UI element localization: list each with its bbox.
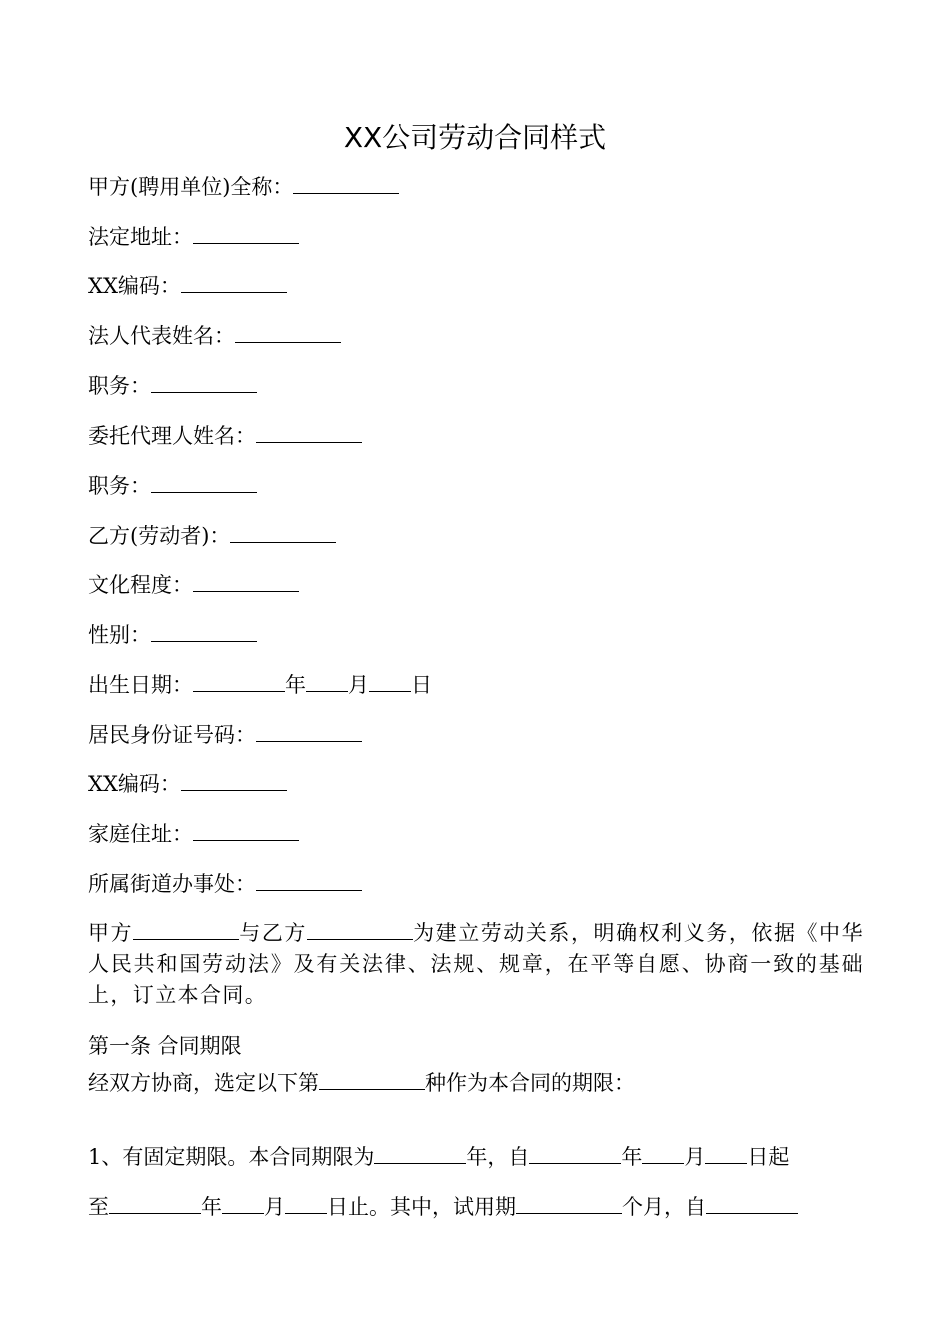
field-label: XX编码： [88,274,181,298]
intro-text: 甲方 [88,921,134,945]
blank-line[interactable] [181,272,287,293]
document-title: XX公司劳动合同样式 [343,121,607,154]
blank-line[interactable] [235,322,341,343]
field-label: 职务： [88,374,151,398]
field-label: 法定地址： [88,225,193,249]
blank-line[interactable] [369,671,411,692]
blank-line[interactable] [193,820,299,841]
blank-line[interactable] [306,671,348,692]
day-label: 日 [411,673,432,697]
blank-line[interactable] [374,1143,466,1164]
item-text: 日起 [747,1145,790,1169]
field-label: 家庭住址： [88,822,193,846]
field-label: 出生日期： [88,673,193,697]
intro-text: 与乙方 [239,921,307,945]
choice-text: 经双方协商，选定以下第 [88,1071,319,1095]
blank-line[interactable] [516,1193,622,1214]
field-education [88,570,299,600]
blank-line[interactable] [256,422,362,443]
field-label: 居民身份证号码： [88,723,256,747]
blank-line[interactable] [319,1069,425,1090]
field-code-b [88,769,287,799]
blank-line[interactable] [151,472,257,493]
field-legal-address [88,222,299,252]
blank-line[interactable] [193,671,285,692]
field-agent-position [88,471,257,501]
term-choice-line [88,1068,635,1098]
blank-line[interactable] [222,1193,264,1214]
item-text: 个月，自 [622,1195,706,1219]
field-label: 委托代理人姓名： [88,424,256,448]
field-label: 文化程度： [88,573,193,597]
field-home-address [88,819,299,849]
field-street-office [88,869,362,899]
blank-line[interactable] [181,770,287,791]
item-text: 月 [684,1145,706,1169]
item-text: 月 [264,1195,285,1219]
blank-line[interactable] [293,173,399,194]
year-label: 年 [285,673,306,697]
blank-line[interactable] [151,621,257,642]
blank-line[interactable] [133,919,239,940]
blank-line[interactable] [285,1193,327,1214]
blank-line[interactable] [151,372,257,393]
item-text: 至 [88,1195,109,1219]
field-gender [88,620,257,650]
item-text: 1、有固定期限。本合同期限为 [88,1145,375,1169]
field-code [88,271,287,301]
blank-line[interactable] [230,522,336,543]
choice-text: 种作为本合同的期限： [425,1071,635,1095]
field-legal-rep [88,321,341,351]
field-label: 所属街道办事处： [88,872,256,896]
field-label: 甲方(聘用单位)全称： [88,175,294,199]
field-agent-name [88,421,362,451]
field-party-a-name [88,172,399,202]
item-text: 年 [201,1195,222,1219]
blank-line[interactable] [256,721,362,742]
field-label: 乙方(劳动者)： [88,524,231,548]
field-label: 职务： [88,474,151,498]
field-party-b [88,521,336,551]
month-label: 月 [348,673,369,697]
field-id-number [88,720,362,750]
blank-line[interactable] [109,1193,201,1214]
intro-text: 为建立劳动关系，明确权利义务，依据《中华人民共和国劳动法》及有关法律、法规、规章，在平等自愿、协商一致的基础上，订立本合同。 [88,921,865,1007]
blank-line[interactable] [193,223,299,244]
item-text: 日止。其中，试用期 [327,1195,516,1219]
intro-paragraph [88,918,864,1011]
blank-line[interactable] [706,1193,798,1214]
field-label: 性别： [88,623,151,647]
blank-line[interactable] [307,919,413,940]
blank-line[interactable] [642,1143,684,1164]
blank-line[interactable] [193,571,299,592]
field-label: 法人代表姓名： [88,324,235,348]
fixed-term-line [88,1142,789,1172]
article-heading: 第一条 合同期限 [88,1034,242,1058]
field-position [88,371,257,401]
field-birth-date [88,670,432,700]
blank-line[interactable] [256,870,362,891]
field-label: XX编码： [88,772,181,796]
item-text: 年 [621,1145,643,1169]
item-text: 年，自 [466,1145,530,1169]
fixed-term-end-line [88,1192,798,1222]
blank-line[interactable] [529,1143,621,1164]
blank-line[interactable] [705,1143,747,1164]
